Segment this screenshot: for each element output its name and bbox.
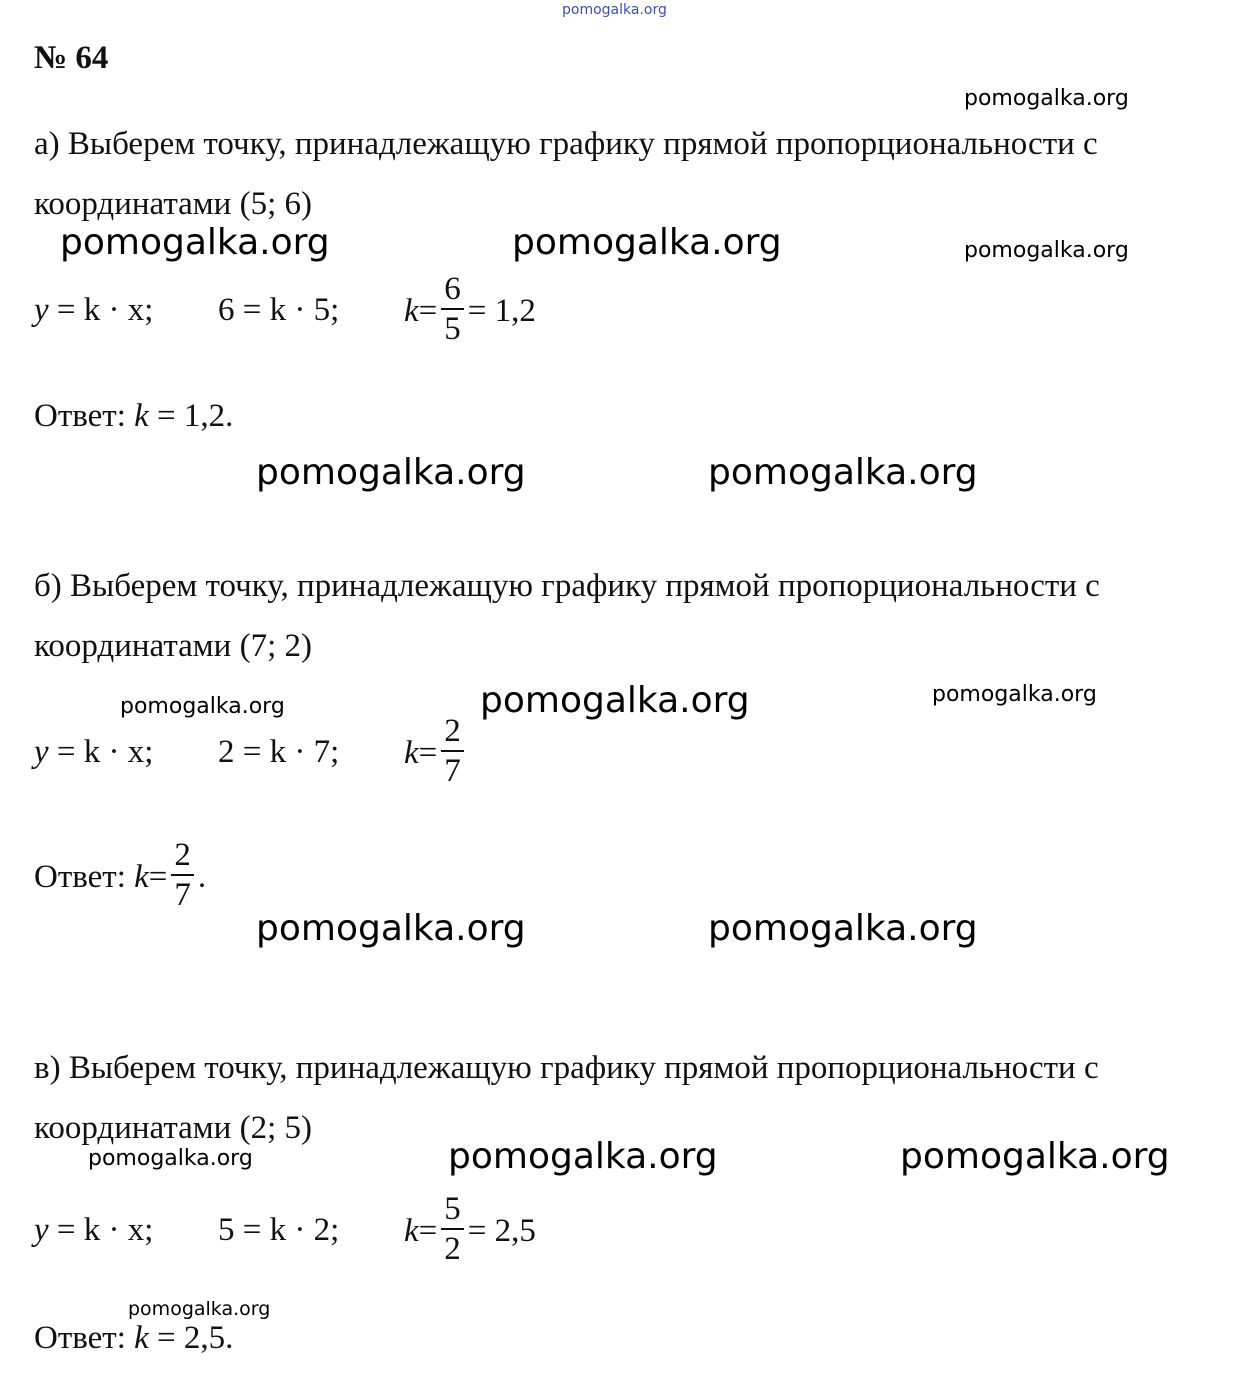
fraction-2-7: $\frac{2}{7}$ [441, 712, 464, 790]
watermark: pomogalka.org [964, 238, 1129, 263]
part-c-eq3: k = $\frac{5}{2}$ = 2,5 [404, 1191, 536, 1267]
part-b-answer: Ответ: k = $\frac{2}{7}$ . [34, 837, 207, 913]
part-c-line1: в) Выберем точку, принадлежащую графику прямой пропорциональности с [34, 1050, 1099, 1086]
part-c-eq2: 5 = k · 2; [218, 1212, 340, 1248]
problem-title: № 64 [34, 40, 109, 76]
part-b-line2: координатами (7; 2) [34, 628, 312, 664]
watermark: pomogalka.org [256, 908, 526, 949]
part-c-line2: координатами (2; 5) [34, 1110, 312, 1146]
part-a-eq2: 6 = k · 5; [218, 292, 340, 328]
part-a-line1: а) Выберем точку, принадлежащую графику прямой пропорциональности с [34, 126, 1098, 162]
part-c-answer: Ответ: k = 2,5. [34, 1320, 234, 1356]
watermark: pomogalka.org [932, 682, 1097, 707]
watermark: pomogalka.org [256, 452, 526, 493]
watermark: pomogalka.org [88, 1146, 253, 1171]
fraction-5-2: $\frac{5}{2}$ [441, 1190, 464, 1268]
watermark: pomogalka.org [512, 222, 782, 263]
part-a-eq1: y = k · x; [34, 292, 154, 328]
part-a-answer: Ответ: k = 1,2. [34, 398, 234, 434]
watermark: pomogalka.org [480, 680, 750, 721]
part-b-eq2: 2 = k · 7; [218, 734, 340, 770]
watermark: pomogalka.org [128, 1298, 271, 1320]
fraction-2-7-answer: $\frac{2}{7}$ [171, 836, 194, 914]
watermark: pomogalka.org [708, 452, 978, 493]
watermark: pomogalka.org [448, 1136, 718, 1177]
part-a-eq3: k = $\frac{6}{5}$ = 1,2 [404, 271, 536, 347]
part-c-eq1: y = k · x; [34, 1212, 154, 1248]
watermark: pomogalka.org [60, 222, 330, 263]
part-b-eq1: y = k · x; [34, 734, 154, 770]
watermark: pomogalka.org [708, 908, 978, 949]
part-b-line1: б) Выберем точку, принадлежащую графику прямой пропорциональности с [34, 568, 1100, 604]
fraction-6-5: $\frac{6}{5}$ [441, 270, 464, 348]
watermark: pomogalka.org [900, 1136, 1170, 1177]
watermark-top: pomogalka.org [562, 2, 667, 18]
part-b-eq3: k = $\frac{2}{7}$ [404, 714, 468, 792]
watermark: pomogalka.org [964, 86, 1129, 111]
part-a-line2: координатами (5; 6) [34, 186, 312, 222]
watermark: pomogalka.org [120, 694, 285, 719]
